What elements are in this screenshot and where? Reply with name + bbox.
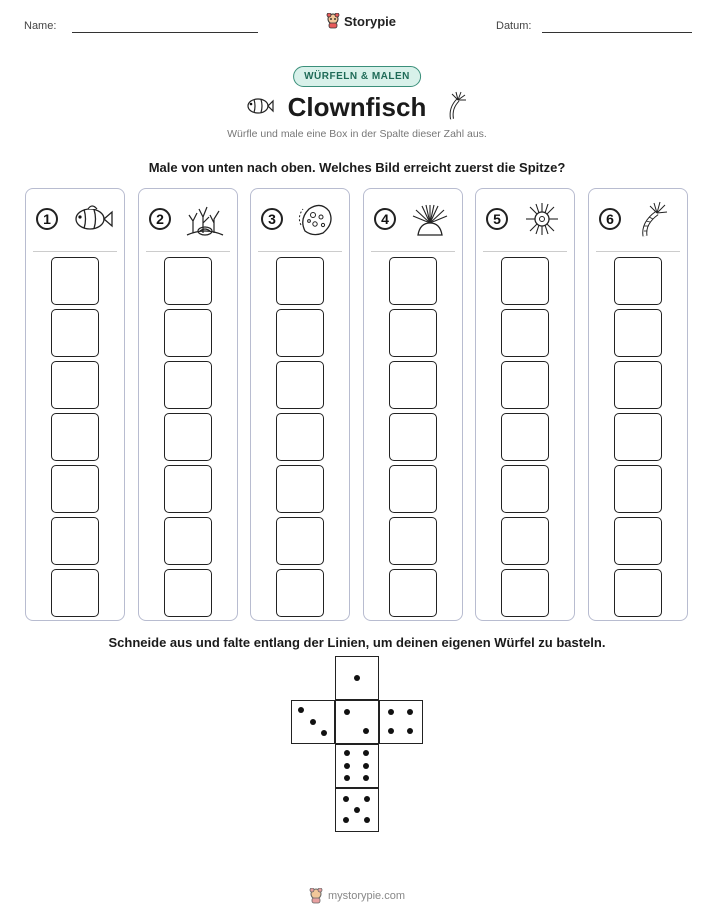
color-box[interactable]	[501, 569, 549, 617]
color-box[interactable]	[276, 361, 324, 409]
coral-icon	[183, 201, 227, 237]
column-header	[26, 201, 124, 241]
color-box[interactable]	[164, 257, 212, 305]
die-pip	[344, 709, 350, 715]
color-box[interactable]	[164, 309, 212, 357]
column-divider	[258, 251, 342, 252]
color-box[interactable]	[51, 465, 99, 513]
name-line[interactable]	[72, 32, 258, 33]
color-box[interactable]	[389, 361, 437, 409]
color-box[interactable]	[614, 413, 662, 461]
die-face-4	[379, 700, 423, 744]
color-box[interactable]	[389, 309, 437, 357]
color-box[interactable]	[501, 309, 549, 357]
die-pip	[344, 750, 350, 756]
die-pip	[343, 796, 349, 802]
column-header	[251, 201, 349, 241]
color-box[interactable]	[614, 569, 662, 617]
die-pip	[363, 775, 369, 781]
color-box[interactable]	[164, 569, 212, 617]
color-box[interactable]	[51, 413, 99, 461]
footer-url: mystorypie.com	[327, 890, 406, 902]
die-pip	[364, 796, 370, 802]
column-header	[139, 201, 237, 241]
color-box[interactable]	[389, 257, 437, 305]
column-number: 6	[599, 208, 621, 230]
die-face-3	[291, 700, 335, 744]
column-divider	[146, 251, 230, 252]
instruction-top: Male von unten nach oben. Welches Bild erreicht zuerst die Spitze?	[148, 160, 566, 175]
color-box[interactable]	[389, 413, 437, 461]
color-box[interactable]	[389, 465, 437, 513]
color-box[interactable]	[501, 361, 549, 409]
category-badge: WÜRFELN & MALEN	[293, 66, 421, 87]
column-3	[250, 188, 350, 621]
storypie-mascot-icon	[309, 888, 323, 904]
color-box[interactable]	[51, 361, 99, 409]
color-box[interactable]	[276, 517, 324, 565]
die-pip	[321, 730, 327, 736]
die-pip	[407, 728, 413, 734]
color-box[interactable]	[614, 517, 662, 565]
color-box[interactable]	[51, 517, 99, 565]
column-number: 4	[374, 208, 396, 230]
storypie-mascot-icon	[326, 13, 340, 29]
die-pip	[354, 807, 360, 813]
color-box[interactable]	[614, 465, 662, 513]
color-box[interactable]	[614, 309, 662, 357]
column-number: 5	[486, 208, 508, 230]
column-divider	[33, 251, 117, 252]
die-face-6	[335, 744, 379, 788]
column-header	[364, 201, 462, 241]
sea-anemone-icon	[408, 201, 452, 237]
die-face-2	[335, 700, 379, 744]
clownfish-icon	[244, 94, 274, 118]
column-number: 3	[261, 208, 283, 230]
brand-logo	[326, 13, 396, 29]
page-title	[0, 92, 714, 123]
color-box[interactable]	[389, 569, 437, 617]
color-box[interactable]	[164, 465, 212, 513]
tube-worm-icon	[633, 201, 677, 237]
color-box[interactable]	[276, 569, 324, 617]
die-pip	[364, 817, 370, 823]
die-pip	[363, 728, 369, 734]
color-box[interactable]	[164, 517, 212, 565]
die-face-5	[335, 788, 379, 832]
date-label: Datum:	[496, 20, 532, 32]
column-divider	[596, 251, 680, 252]
die-pip	[344, 775, 350, 781]
color-box[interactable]	[501, 517, 549, 565]
die-pip	[363, 750, 369, 756]
color-box[interactable]	[276, 465, 324, 513]
column-divider	[371, 251, 455, 252]
die-face-1	[335, 656, 379, 700]
column-divider	[483, 251, 567, 252]
color-box[interactable]	[276, 413, 324, 461]
footer	[0, 888, 714, 904]
column-2	[138, 188, 238, 621]
die-pip	[388, 728, 394, 734]
color-box[interactable]	[614, 257, 662, 305]
die-pip	[310, 719, 316, 725]
color-box[interactable]	[501, 257, 549, 305]
clownfish-icon	[70, 201, 114, 237]
column-header	[476, 201, 574, 241]
column-6	[588, 188, 688, 621]
die-pip	[354, 675, 360, 681]
color-box[interactable]	[164, 413, 212, 461]
color-box[interactable]	[276, 257, 324, 305]
color-box[interactable]	[389, 517, 437, 565]
die-pip	[388, 709, 394, 715]
color-box[interactable]	[51, 569, 99, 617]
die-pip	[344, 763, 350, 769]
brand-name: Storypie	[344, 13, 397, 29]
column-1	[25, 188, 125, 621]
color-box[interactable]	[614, 361, 662, 409]
date-line[interactable]	[542, 32, 692, 33]
title-text: Clownfisch	[287, 92, 427, 122]
die-pip	[343, 817, 349, 823]
sponge-icon	[295, 201, 339, 237]
column-number: 2	[149, 208, 171, 230]
column-4	[363, 188, 463, 621]
die-pip	[298, 707, 304, 713]
tube-worm-icon	[446, 90, 470, 120]
color-box[interactable]	[501, 465, 549, 513]
color-box[interactable]	[51, 257, 99, 305]
sea-urchin-icon	[520, 201, 564, 237]
name-label: Name:	[24, 20, 57, 32]
color-box[interactable]	[276, 309, 324, 357]
die-pip	[407, 709, 413, 715]
column-5	[475, 188, 575, 621]
column-header	[589, 201, 687, 241]
color-box[interactable]	[51, 309, 99, 357]
die-pip	[363, 763, 369, 769]
color-box[interactable]	[164, 361, 212, 409]
instruction-bottom: Schneide aus und falte entlang der Linien, um deinen eigenen Würfel zu basteln.	[108, 635, 606, 650]
color-box[interactable]	[501, 413, 549, 461]
subtitle: Würfle und male eine Box in der Spalte dieser Zahl aus.	[227, 128, 487, 140]
column-number: 1	[36, 208, 58, 230]
